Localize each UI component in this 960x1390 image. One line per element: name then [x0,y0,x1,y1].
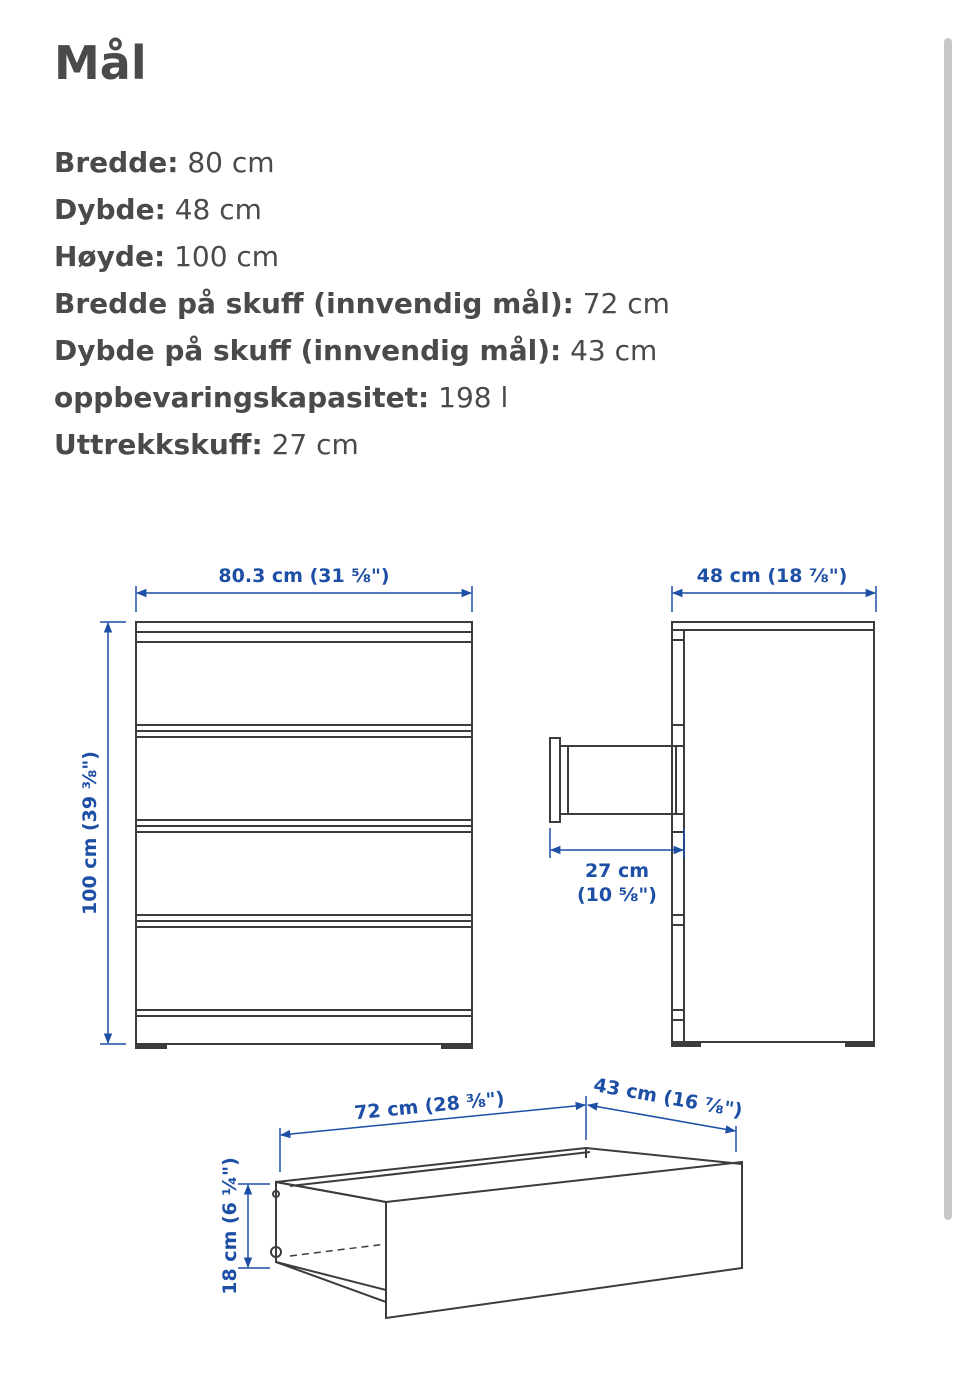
drawer-left-side [276,1182,386,1302]
drawer-front-panel [386,1162,742,1318]
side-outline [672,622,874,1042]
spec-label: oppbevaringskapasitet: [54,381,430,414]
drawer-depth-dimension [588,1074,744,1152]
drawer-height-label: 18 cm (6 ¼") [219,1157,241,1295]
pullout-label-line2: (10 ⅝") [577,884,657,906]
front-drawer-1 [136,642,472,725]
spec-value: 48 cm [174,193,262,226]
front-width-dimension [136,565,472,612]
front-foot-right [442,1044,472,1048]
drawer-view [271,1148,742,1318]
spec-value: 72 cm [582,287,670,320]
side-depth-label: 48 cm (18 ⅞") [696,565,848,587]
spec-value: 27 cm [271,428,359,461]
spec-label: Uttrekkskuff: [54,428,263,461]
spec-label: Bredde: [54,146,179,179]
pullout-dimension [550,828,684,906]
vertical-scrollbar[interactable] [944,38,952,1220]
pullout-label-line1: 27 cm [584,860,650,882]
front-drawer-4 [136,927,472,1010]
spec-label: Bredde på skuff (innvendig mål): [54,287,574,320]
front-height-dimension [79,622,126,1044]
drawer-width-dimension [280,1088,586,1172]
side-foot-left [672,1042,700,1046]
front-drawer-3 [136,832,472,915]
side-view [550,622,874,1046]
drawer-depth-label: 43 cm (16 ⅞") [591,1074,745,1123]
front-view [136,622,472,1048]
spec-value: 198 l [438,381,509,414]
spec-value: 100 cm [174,240,280,273]
front-drawer-2 [136,737,472,820]
front-height-label: 100 cm (39 ⅜") [79,751,101,915]
front-width-label: 80.3 cm (31 ⅝") [218,565,390,587]
page-title: Mål [54,36,147,90]
spec-value: 80 cm [187,146,275,179]
drawer-width-label: 72 cm (28 ⅜") [353,1087,506,1125]
spec-value: 43 cm [570,334,658,367]
spec-label: Dybde på skuff (innvendig mål): [54,334,562,367]
pulled-drawer-front [550,738,560,822]
spec-label: Dybde: [54,193,166,226]
side-foot-right [846,1042,874,1046]
drawer-height-dimension [219,1157,270,1295]
side-depth-dimension [672,565,876,612]
spec-label: Høyde: [54,240,166,273]
front-foot-left [136,1044,166,1048]
